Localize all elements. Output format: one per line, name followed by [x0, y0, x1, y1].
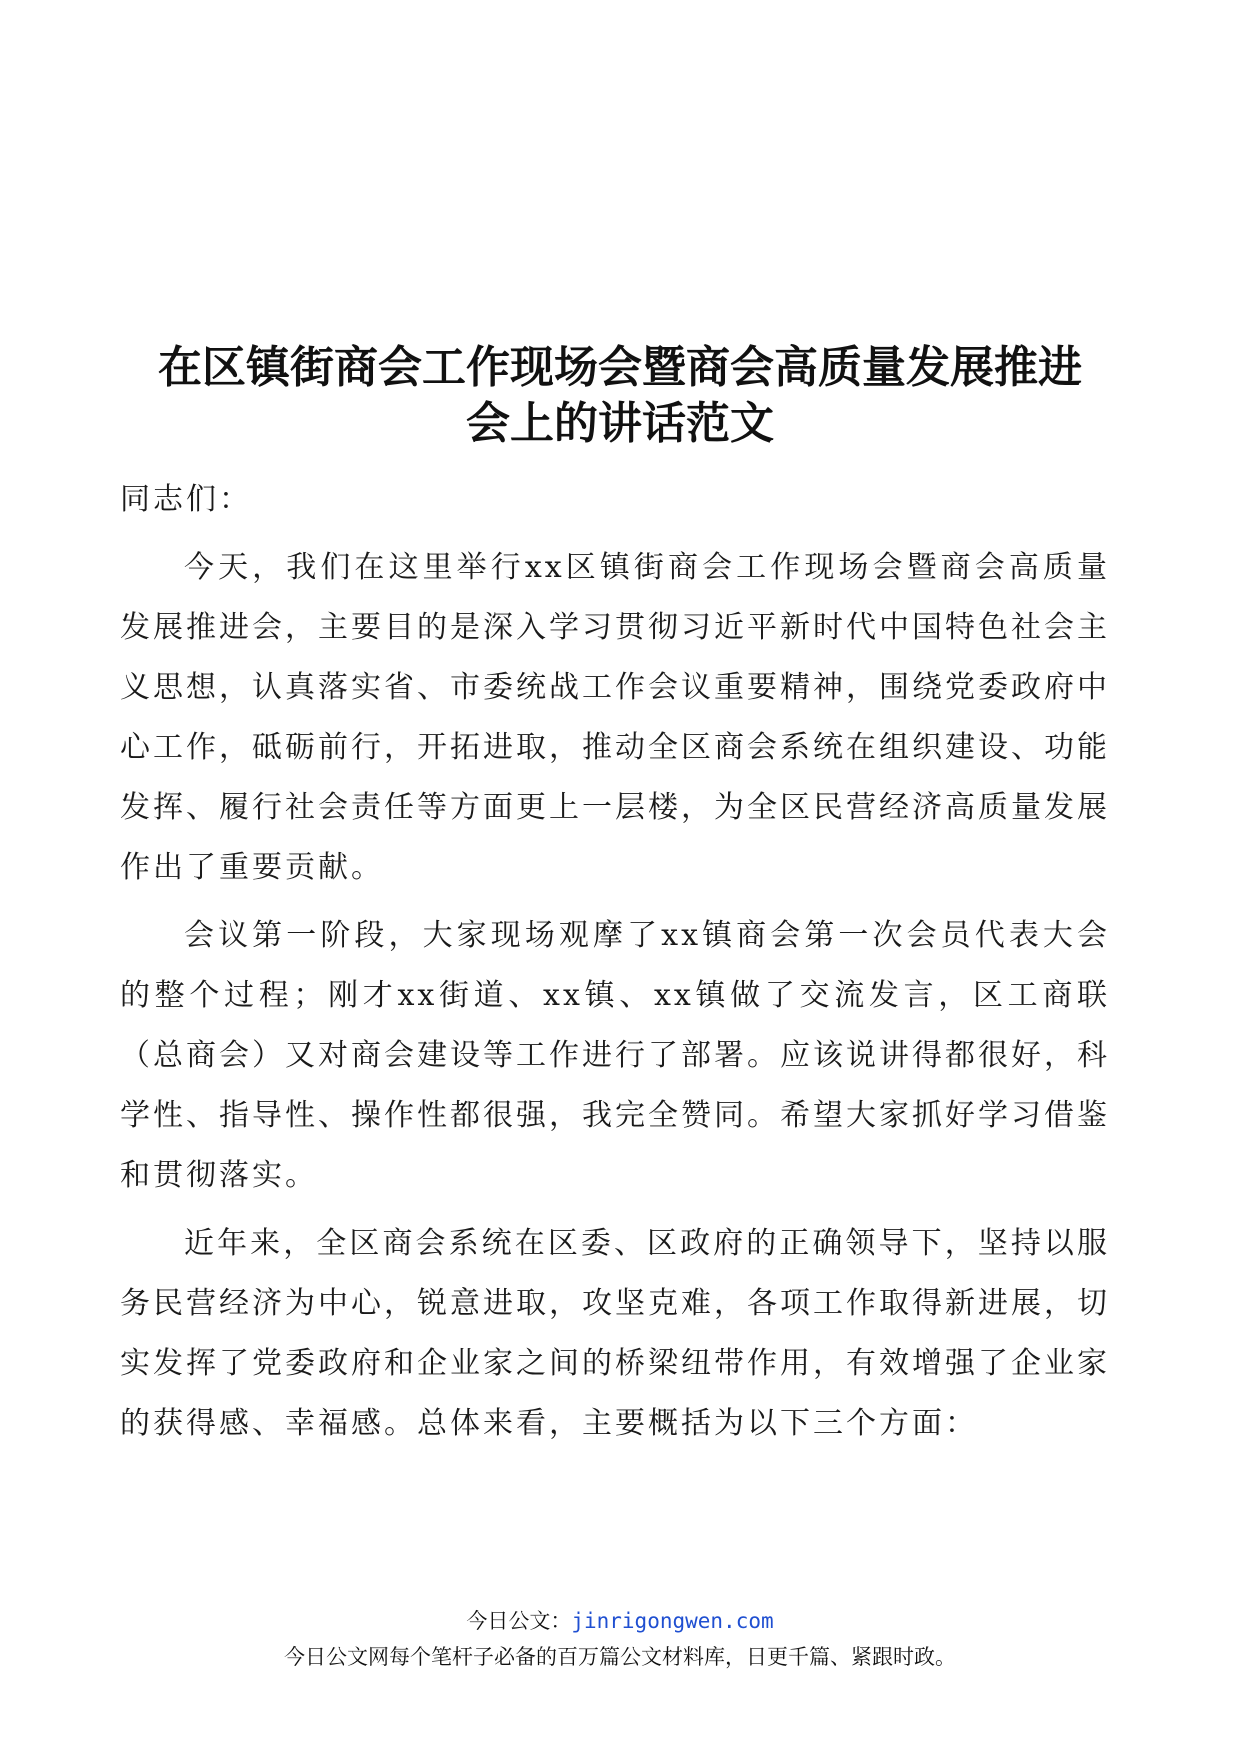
document-body	[120, 470, 1110, 1462]
title-line-2: 会上的讲话范文	[466, 398, 774, 449]
paragraph-3: 近年来，全区商会系统在区委、区政府的正确领导下，坚持以服务民营经济为中心，锐意进取，攻坚克难，各项工作取得新进展，切实发挥了党委政府和企业家之间的桥梁纽带作用，有效增强了企业家的获得感、幸福感。总体来看，主要概括为以下三个方面：	[120, 1226, 1110, 1441]
paragraph-1: 今天，我们在这里举行xx区镇街商会工作现场会暨商会高质量发展推进会，主要目的是深入学习贯彻习近平新时代中国特色社会主义思想，认真落实省、市委统战工作会议重要精神，围绕党委政府中心工作，砥砺前行，开拓进取，推动全区商会系统在组织建设、功能发挥、履行社会责任等方面更上一层楼，为全区民营经济高质量发展作出了重要贡献。	[120, 550, 1110, 885]
footer-tagline: 今日公文网每个笔杆子必备的百万篇公文材料库，日更千篇、紧跟时政。	[284, 1645, 956, 1669]
document-title	[120, 340, 1120, 452]
footer-brand-label: 今日公文：	[466, 1609, 572, 1633]
paragraph-2: 会议第一阶段，大家现场观摩了xx镇商会第一次会员代表大会的整个过程；刚才xx街道、xx镇、xx镇做了交流发言，区工商联（总商会）又对商会建设等工作进行了部署。应该说讲得都很好，科学性、指导性、操作性都很强，我完全赞同。希望大家抓好学习借鉴和贯彻落实。	[120, 918, 1110, 1193]
salutation: 同志们：	[120, 482, 252, 517]
footer-site-link[interactable]: jinrigongwen.com	[571, 1609, 774, 1633]
footer-source	[0, 1606, 1240, 1636]
title-line-1: 在区镇街商会工作现场会暨商会高质量发展推进	[158, 342, 1082, 393]
